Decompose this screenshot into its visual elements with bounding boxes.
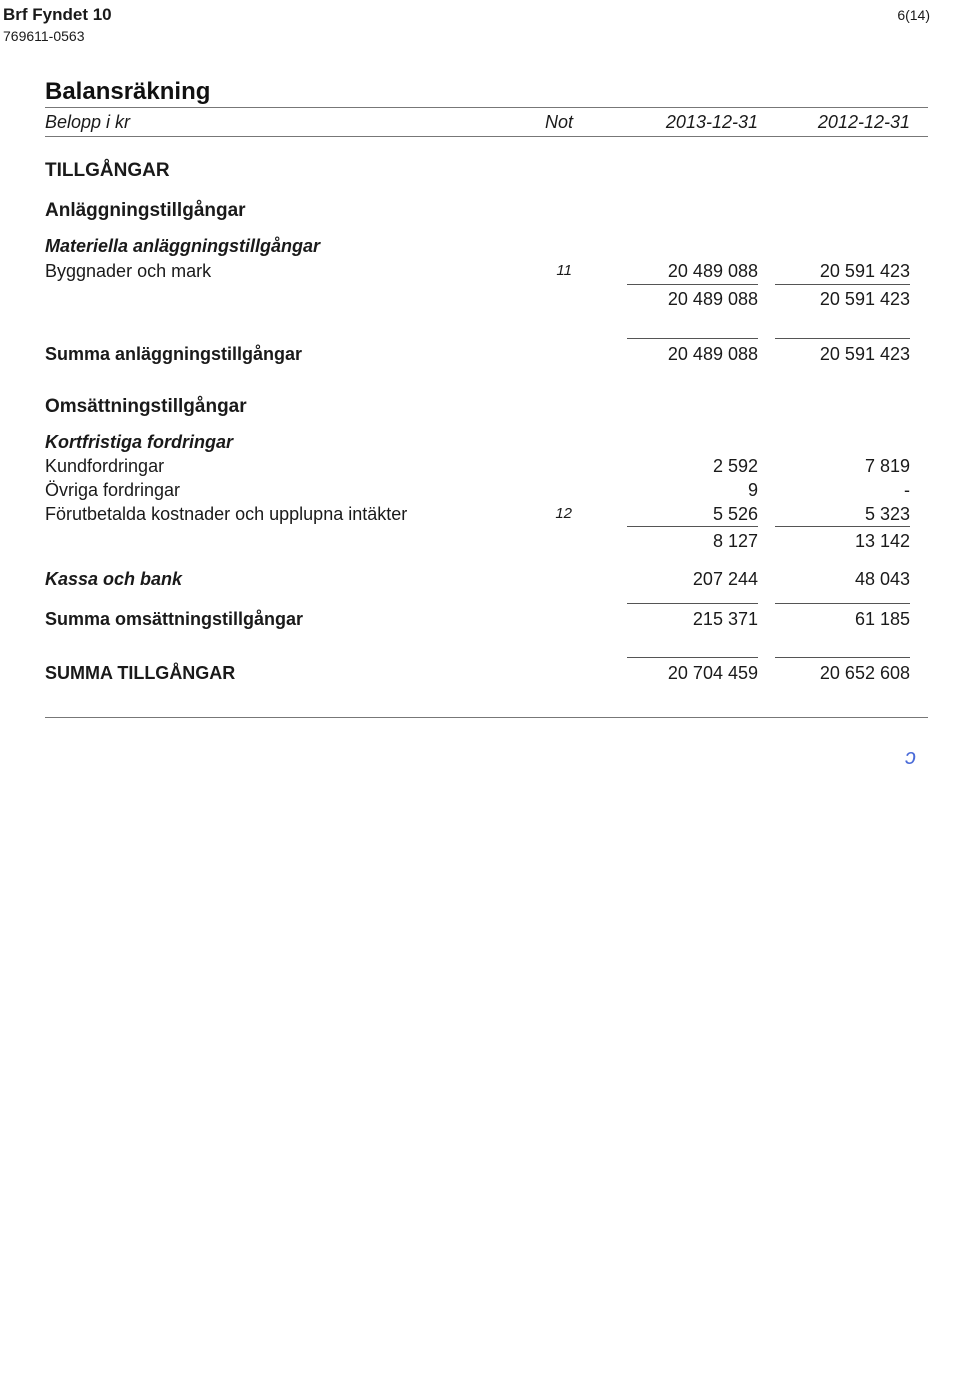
other-receivables-label: Övriga fordringar [45, 480, 181, 500]
buildings-note: 11 [556, 262, 572, 279]
tangible-subtotal-2012: 20 591 423 [819, 289, 910, 309]
current-assets-total-2012: 61 185 [854, 609, 910, 629]
prepaid-expenses-label: Förutbetalda kostnader och upplupna intäkter [45, 504, 408, 524]
receivables-rule-2013 [627, 526, 758, 527]
total-assets-label: SUMMA TILLGÅNGAR [45, 663, 236, 683]
total-rule-2012 [775, 338, 910, 339]
current-assets-heading: Omsättningstillgångar [45, 396, 247, 417]
receivables-rule-2012 [775, 526, 910, 527]
footer-rule [45, 717, 928, 718]
fixed-assets-total-2013: 20 489 088 [667, 344, 758, 364]
column-header-2012: 2012-12-31 [817, 112, 910, 132]
organization-number: 769611-0563 [3, 28, 85, 44]
page-number: 6(14) [897, 7, 930, 23]
total-rule-2013 [627, 338, 758, 339]
buildings-value-2012: 20 591 423 [819, 261, 910, 281]
fixed-assets-total-2012: 20 591 423 [819, 344, 910, 364]
customer-receivables-2013: 2 592 [712, 456, 758, 476]
grand-total-rule-2013 [627, 657, 758, 658]
organization-name: Brf Fyndet 10 [3, 5, 112, 24]
cash-and-bank-2013: 207 244 [692, 569, 758, 589]
short-term-receivables-heading: Kortfristiga fordringar [45, 432, 234, 452]
buildings-value-2013: 20 489 088 [667, 261, 758, 281]
customer-receivables-label: Kundfordringar [45, 456, 165, 476]
cash-and-bank-label: Kassa och bank [45, 569, 183, 589]
note-column-header: Not [545, 112, 574, 132]
customer-receivables-2012: 7 819 [864, 456, 910, 476]
current-assets-total-label: Summa omsättningstillgångar [45, 609, 304, 629]
current-total-rule-2012 [775, 603, 910, 604]
subtotal-rule-2013 [627, 284, 758, 285]
buildings-label: Byggnader och mark [45, 261, 212, 281]
tangible-subtotal-2013: 20 489 088 [667, 289, 758, 309]
total-assets-2012: 20 652 608 [819, 663, 910, 683]
prepaid-expenses-2012: 5 323 [864, 504, 910, 524]
other-receivables-2012: - [904, 480, 910, 500]
total-assets-2013: 20 704 459 [667, 663, 758, 683]
receivables-subtotal-2012: 13 142 [854, 531, 910, 551]
receivables-subtotal-2013: 8 127 [712, 531, 758, 551]
other-receivables-2013: 9 [747, 480, 758, 500]
header-bottom-rule [45, 136, 928, 137]
amount-unit-label: Belopp i kr [45, 112, 131, 132]
header-top-rule [45, 107, 928, 108]
subtotal-rule-2012 [775, 284, 910, 285]
cash-and-bank-2012: 48 043 [854, 569, 910, 589]
fixed-assets-heading: Anläggningstillgångar [45, 200, 246, 221]
grand-total-rule-2012 [775, 657, 910, 658]
current-assets-total-2013: 215 371 [692, 609, 758, 629]
prepaid-expenses-note: 12 [555, 505, 572, 522]
report-title: Balansräkning [45, 78, 211, 105]
column-header-2013: 2013-12-31 [665, 112, 758, 132]
tangible-assets-heading: Materiella anläggningstillgångar [45, 236, 321, 256]
prepaid-expenses-2013: 5 526 [712, 504, 758, 524]
handwritten-initials: ↄ [905, 744, 916, 769]
fixed-assets-total-label: Summa anläggningstillgångar [45, 344, 303, 364]
assets-heading: TILLGÅNGAR [45, 160, 170, 181]
current-total-rule-2013 [627, 603, 758, 604]
